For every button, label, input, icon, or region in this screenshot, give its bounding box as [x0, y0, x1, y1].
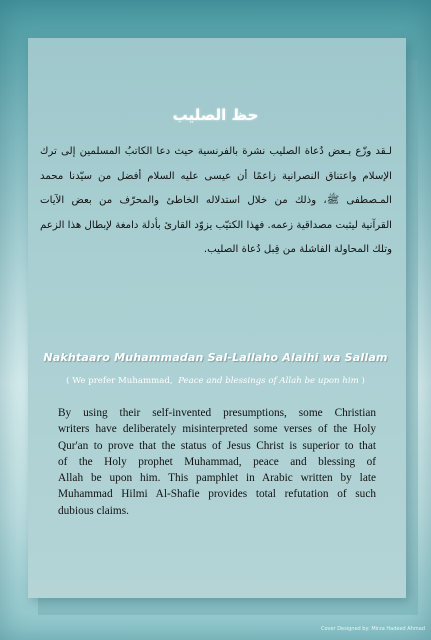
- arabic-paragraph: [40, 140, 392, 263]
- subtitle-open: ( We prefer Muhammad,: [66, 376, 173, 386]
- arabic-line: لـقد وزّع بـعض دُعاة الصليب نشرة بالفرنسية حيث دعا الكاتبُ المسلمين إلى ترك: [40, 146, 392, 157]
- english-line: Allah be upon him. This pamphlet in Arabic written by late: [58, 472, 376, 485]
- english-line: By using their self-invented presumptions, some Christian: [58, 407, 376, 419]
- arabic-line: الإسلام واعتناق النصرانية زاعمًا أن عيسى عليه السلام أفضل من سيّدنا محمد: [40, 170, 392, 182]
- subtitle-blessing: Peace and blessings of Allah be upon him: [178, 376, 359, 386]
- english-line: dubious claims.: [58, 504, 129, 517]
- english-line: Qur'an to prove that the status of Jesus Christ is superior to that: [58, 439, 376, 452]
- arabic-line: القرآنية ليثبت مصداقية زعمه. فهذا الكتيّب يزوّد القارئ بأدلة دامغة لإبطال هذا الزعم: [40, 219, 392, 231]
- english-title: Nakhtaaro Muhammadan Sal-Lallaho Alaihi wa Sallam: [43, 351, 388, 364]
- english-paragraph: [58, 405, 376, 519]
- designer-credit: Cover Designed by: Mirza Hadeed Ahmad: [320, 626, 425, 632]
- arabic-title: حظ الصليب: [172, 106, 259, 124]
- english-line: Muhammad Hilmi Al-Shafie provides total refutation of such: [58, 488, 376, 501]
- english-line: of the Holy prophet Muhammad, peace and blessing of: [58, 455, 376, 468]
- arabic-line: المـصطفى ﷺ، وذلك من خلال استدلاله الخاطئ والمحرّف من بعض الآيات: [40, 195, 392, 206]
- subtitle-close: ): [361, 376, 365, 386]
- english-line: writers have deliberately misinterpreted some verses of the Holy: [58, 423, 376, 436]
- arabic-line: وتلك المحاولة الفاشلة من قِبل دُعاة الصليب.: [203, 244, 392, 255]
- english-subtitle: [0, 376, 431, 386]
